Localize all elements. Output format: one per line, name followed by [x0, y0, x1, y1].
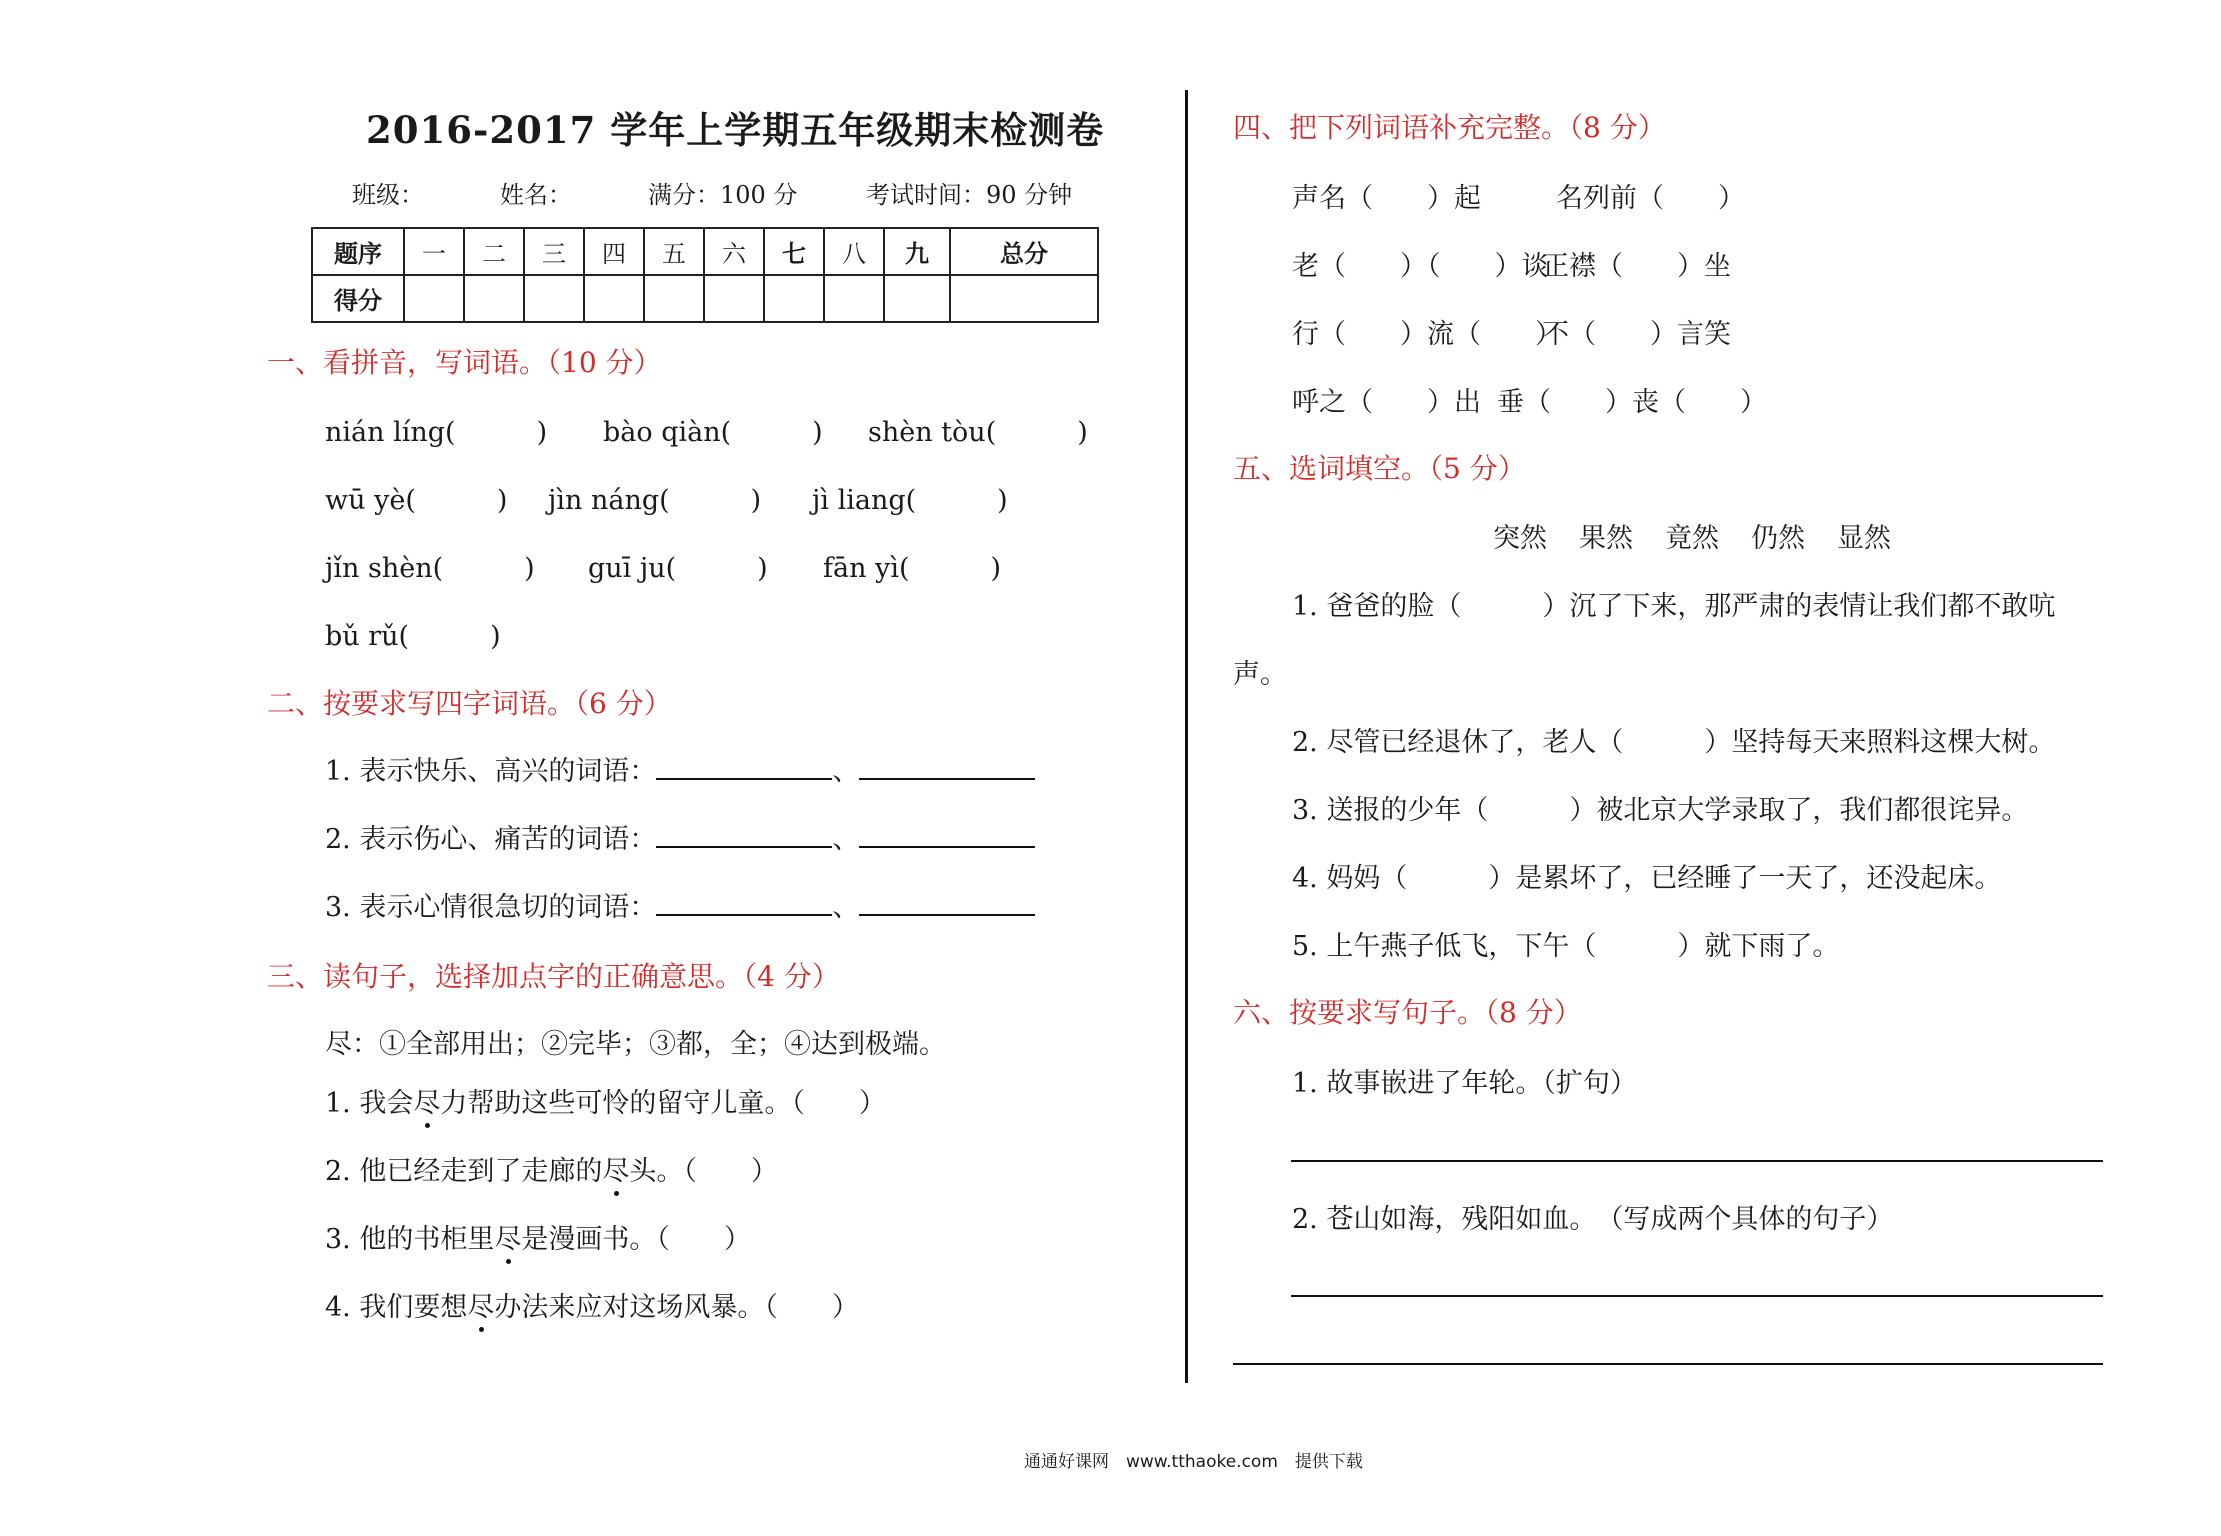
score-cell[interactable]: [464, 275, 524, 322]
pinyin-item[interactable]: jì liang( ): [812, 485, 1008, 516]
pinyin-item[interactable]: shèn tòu( ): [868, 417, 1088, 448]
sentence-item[interactable]: [325, 1149, 778, 1188]
idiom-item[interactable]: 呼之（ ）出: [1292, 387, 1481, 418]
idiom-item[interactable]: 名列前（ ）: [1556, 183, 1745, 214]
definition-line: 尽：①全部用出；②完毕；③都，全；④达到极端。: [325, 1029, 946, 1060]
four-char-item: [325, 749, 1035, 788]
table-cell: 题序: [312, 228, 404, 275]
pinyin-item[interactable]: guī ju( ): [588, 553, 768, 584]
separator: 、: [832, 892, 860, 923]
pinyin-item[interactable]: nián líng( ): [325, 417, 548, 448]
table-cell: 一: [404, 228, 464, 275]
class-label: 班级：: [352, 181, 424, 209]
item-text: 3. 表示心情很急切的词语：: [325, 892, 657, 923]
full-score: 满分：100 分: [648, 181, 798, 209]
rewrite-item: 2. 苍山如海，残阳如血。 （写成两个具体的句子）: [1292, 1204, 1894, 1235]
rewrite-item: 1. 故事嵌进了年轮。（扩句）: [1292, 1068, 1637, 1099]
table-cell: 二: [464, 228, 524, 275]
item-text: 1. 我会: [325, 1088, 414, 1119]
dotted-char: 尽: [602, 1149, 629, 1188]
score-cell[interactable]: [824, 275, 884, 322]
section-6-heading: 六、按要求写句子。（8 分）: [1233, 996, 1582, 1029]
sentence-item[interactable]: [325, 1285, 859, 1324]
item-text: 力帮助这些可怜的留守儿童。（ ）: [440, 1088, 886, 1119]
answer-blank[interactable]: [656, 756, 832, 780]
pinyin-item[interactable]: bǔ rǔ( ): [325, 621, 501, 652]
dotted-char: 尽: [467, 1285, 494, 1324]
item-text: 2. 表示伤心、痛苦的词语：: [325, 824, 657, 855]
table-cell: 三: [524, 228, 584, 275]
four-char-item: [325, 885, 1035, 924]
fill-item[interactable]: 2. 尽管已经退休了，老人（ ）坚持每天来照料这棵大树。: [1292, 727, 2056, 758]
column-divider: [1185, 90, 1188, 1383]
separator: 、: [832, 824, 860, 855]
score-table: [311, 227, 1099, 323]
fill-item[interactable]: 3. 送报的少年（ ）被北京大学录取了，我们都很诧异。: [1292, 795, 2029, 826]
idiom-item[interactable]: 老（ ）（ ）谈: [1292, 251, 1549, 282]
score-cell[interactable]: [764, 275, 824, 322]
word-option: 果然: [1579, 523, 1633, 554]
answer-line[interactable]: [1291, 1160, 2103, 1162]
table-cell: 五: [644, 228, 704, 275]
item-text: 是漫画书。（ ）: [521, 1224, 751, 1255]
table-cell: 九: [884, 228, 950, 275]
idiom-item[interactable]: 行（ ）流（ ）: [1292, 319, 1562, 350]
pinyin-item[interactable]: fān yì( ): [823, 553, 1002, 584]
table-cell: 总分: [950, 228, 1098, 275]
section-3-heading: 三、读句子，选择加点字的正确意思。（4 分）: [267, 960, 840, 993]
answer-blank[interactable]: [859, 756, 1035, 780]
table-cell: 六: [704, 228, 764, 275]
pinyin-item[interactable]: jìn náng( ): [548, 485, 762, 516]
answer-line[interactable]: [1291, 1295, 2103, 1297]
exam-time: 考试时间：90 分钟: [866, 181, 1073, 209]
fill-item[interactable]: 4. 妈妈（ ）是累坏了，已经睡了一天了，还没起床。: [1292, 863, 2002, 894]
idiom-item[interactable]: 不（ ）言笑: [1542, 319, 1731, 350]
item-text: 头。（ ）: [629, 1156, 778, 1187]
table-cell: 八: [824, 228, 884, 275]
item-text: 2. 他已经走到了走廊的: [325, 1156, 603, 1187]
word-option: 突然: [1493, 523, 1547, 554]
score-table-header-row: [312, 228, 1098, 275]
section-1-heading: 一、看拼音，写词语。（10 分）: [267, 346, 662, 379]
idiom-item[interactable]: 垂（ ）丧（ ）: [1497, 387, 1767, 418]
word-option: 仍然: [1751, 523, 1805, 554]
sentence-item[interactable]: [325, 1217, 751, 1256]
score-cell[interactable]: [404, 275, 464, 322]
four-char-item: [325, 817, 1035, 856]
score-cell[interactable]: [584, 275, 644, 322]
section-4-heading: 四、把下列词语补充完整。（8 分）: [1233, 111, 1666, 144]
answer-blank[interactable]: [859, 824, 1035, 848]
fill-item[interactable]: 5. 上午燕子低飞，下午（ ）就下雨了。: [1292, 931, 1840, 962]
score-table-score-row: [312, 275, 1098, 322]
word-option: 竟然: [1665, 523, 1719, 554]
fill-item[interactable]: 1. 爸爸的脸（ ）沉了下来，那严肃的表情让我们都不敢吭: [1292, 591, 2056, 622]
pinyin-item[interactable]: bào qiàn( ): [603, 417, 823, 448]
table-cell: 七: [764, 228, 824, 275]
item-text: 办法来应对这场风暴。（ ）: [494, 1292, 859, 1323]
item-text: 4. 我们要想: [325, 1292, 468, 1323]
score-cell[interactable]: [884, 275, 950, 322]
table-cell: 四: [584, 228, 644, 275]
score-cell[interactable]: [524, 275, 584, 322]
score-cell[interactable]: [704, 275, 764, 322]
section-2-heading: 二、按要求写四字词语。（6 分）: [267, 687, 672, 720]
word-option: 显然: [1837, 523, 1891, 554]
word-options: [1493, 516, 1923, 555]
fill-item-continued: 声。: [1233, 659, 1287, 690]
item-text: 3. 他的书柜里: [325, 1224, 495, 1255]
item-text: 1. 表示快乐、高兴的词语：: [325, 756, 657, 787]
pinyin-item[interactable]: jǐn shèn( ): [325, 553, 535, 584]
section-5-heading: 五、选词填空。（5 分）: [1233, 452, 1526, 485]
idiom-item[interactable]: 声名（ ）起: [1292, 183, 1481, 214]
table-cell: 得分: [312, 275, 404, 322]
dotted-char: 尽: [494, 1217, 521, 1256]
idiom-item[interactable]: 正襟（ ）坐: [1542, 251, 1731, 282]
answer-line[interactable]: [1233, 1363, 2103, 1365]
score-cell[interactable]: [950, 275, 1098, 322]
answer-blank[interactable]: [656, 824, 832, 848]
page-title: 2016-2017 学年上学期五年级期末检测卷: [366, 108, 1105, 152]
answer-blank[interactable]: [859, 892, 1035, 916]
pinyin-item[interactable]: wū yè( ): [325, 485, 508, 516]
name-label: 姓名：: [500, 181, 572, 209]
footer-text: 通通好课网 www.tthaoke.com 提供下载: [1024, 1452, 1363, 1472]
dotted-char: 尽: [413, 1081, 440, 1120]
answer-blank[interactable]: [656, 892, 832, 916]
sentence-item[interactable]: [325, 1081, 886, 1120]
score-cell[interactable]: [644, 275, 704, 322]
separator: 、: [832, 756, 860, 787]
